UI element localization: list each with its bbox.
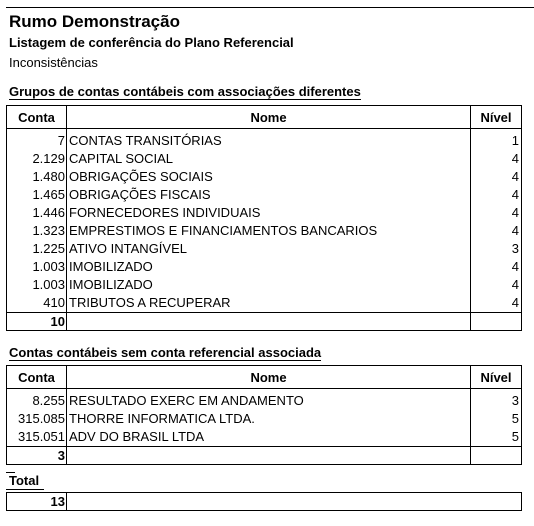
cell-nome: THORRE INFORMATICA LTDA.: [67, 410, 471, 428]
cell-conta: 1.480: [7, 168, 67, 186]
cell-nome: IMOBILIZADO: [67, 276, 471, 294]
table-row: [7, 222, 522, 240]
company-name: Rumo Demonstração: [9, 12, 180, 31]
cell-conta: 8.255: [7, 392, 67, 410]
table-row: [7, 410, 522, 428]
section1-title: [9, 84, 361, 99]
cell-nivel: 4: [471, 276, 522, 294]
column-header-nome: Nome: [67, 366, 471, 389]
cell-nome: OBRIGAÇÕES SOCIAIS: [67, 168, 471, 186]
section1-count-row: [7, 313, 522, 331]
cell-conta: 1.323: [7, 222, 67, 240]
cell-nivel: 4: [471, 222, 522, 240]
cell-nivel: 3: [471, 392, 522, 410]
cell-nome: IMOBILIZADO: [67, 258, 471, 276]
report-caption: Inconsistências: [9, 55, 98, 70]
cell-nome: EMPRESTIMOS E FINANCIAMENTOS BANCARIOS: [67, 222, 471, 240]
cell-conta: 1.003: [7, 258, 67, 276]
table-row: [7, 258, 522, 276]
table-row: [7, 168, 522, 186]
section2-table: [6, 365, 522, 465]
cell-nome: CAPITAL SOCIAL: [67, 150, 471, 168]
cell-conta: 1.465: [7, 186, 67, 204]
section1-title-text: Grupos de contas contábeis com associações diferentes: [9, 84, 361, 99]
table-row: [7, 186, 522, 204]
section1-title-underline: [9, 99, 361, 100]
table-row: [7, 392, 522, 410]
section2-count-row: [7, 447, 522, 465]
section2-rows: [7, 389, 522, 447]
section2-title-text: Contas contábeis sem conta referencial associada: [9, 345, 322, 360]
cell-nivel: 4: [471, 204, 522, 222]
section2-title: [9, 345, 321, 360]
cell-nivel: 1: [471, 132, 522, 150]
cell-nivel: 3: [471, 240, 522, 258]
cell-conta: 7: [7, 132, 67, 150]
table-row: [7, 240, 522, 258]
cell-conta: 1.225: [7, 240, 67, 258]
table-row: [7, 276, 522, 294]
cell-nome: ADV DO BRASIL LTDA: [67, 428, 471, 447]
cell-nome: ATIVO INTANGÍVEL: [67, 240, 471, 258]
section2-count-blank-2: [471, 447, 522, 465]
column-header-conta: Conta: [7, 106, 67, 129]
report-subtitle: Listagem de conferência do Plano Referencial: [9, 35, 294, 50]
total-table: [6, 492, 522, 511]
total-underline: [6, 489, 44, 490]
cell-nome: CONTAS TRANSITÓRIAS: [67, 132, 471, 150]
section2-count: 3: [7, 447, 67, 465]
cell-nome: RESULTADO EXERC EM ANDAMENTO: [67, 392, 471, 410]
cell-conta: 315.051: [7, 428, 67, 447]
table-row: [7, 204, 522, 222]
cell-nivel: 5: [471, 410, 522, 428]
table-row: [7, 294, 522, 313]
section1-table: [6, 105, 522, 331]
column-header-nome: Nome: [67, 106, 471, 129]
section1-count: 10: [7, 313, 67, 331]
cell-nome: FORNECEDORES INDIVIDUAIS: [67, 204, 471, 222]
section2-count-blank: [67, 447, 471, 465]
section1-count-blank-2: [471, 313, 522, 331]
cell-conta: 410: [7, 294, 67, 313]
total-blank: [67, 493, 522, 511]
cell-nivel: 4: [471, 294, 522, 313]
cell-nivel: 4: [471, 150, 522, 168]
section1-rows: [7, 129, 522, 313]
cell-nome: OBRIGAÇÕES FISCAIS: [67, 186, 471, 204]
cell-nivel: 4: [471, 168, 522, 186]
cell-nivel: 4: [471, 258, 522, 276]
cell-nivel: 4: [471, 186, 522, 204]
table-row: [7, 150, 522, 168]
section1-count-blank: [67, 313, 471, 331]
table-row: [7, 132, 522, 150]
top-rule: [6, 7, 534, 8]
total-value: 13: [7, 493, 67, 511]
section2-title-underline: [9, 360, 321, 361]
column-header-nivel: Nível: [471, 106, 522, 129]
table-row: [7, 428, 522, 447]
column-header-conta: Conta: [7, 366, 67, 389]
cell-conta: 1.446: [7, 204, 67, 222]
section2-header-row: [7, 366, 522, 389]
cell-conta: 315.085: [7, 410, 67, 428]
total-label: Total: [9, 473, 40, 488]
column-header-nivel: Nível: [471, 366, 522, 389]
total-row: [7, 493, 522, 511]
cell-conta: 1.003: [7, 276, 67, 294]
cell-nome: TRIBUTOS A RECUPERAR: [67, 294, 471, 313]
cell-nivel: 5: [471, 428, 522, 447]
cell-conta: 2.129: [7, 150, 67, 168]
section1-header-row: [7, 106, 522, 129]
